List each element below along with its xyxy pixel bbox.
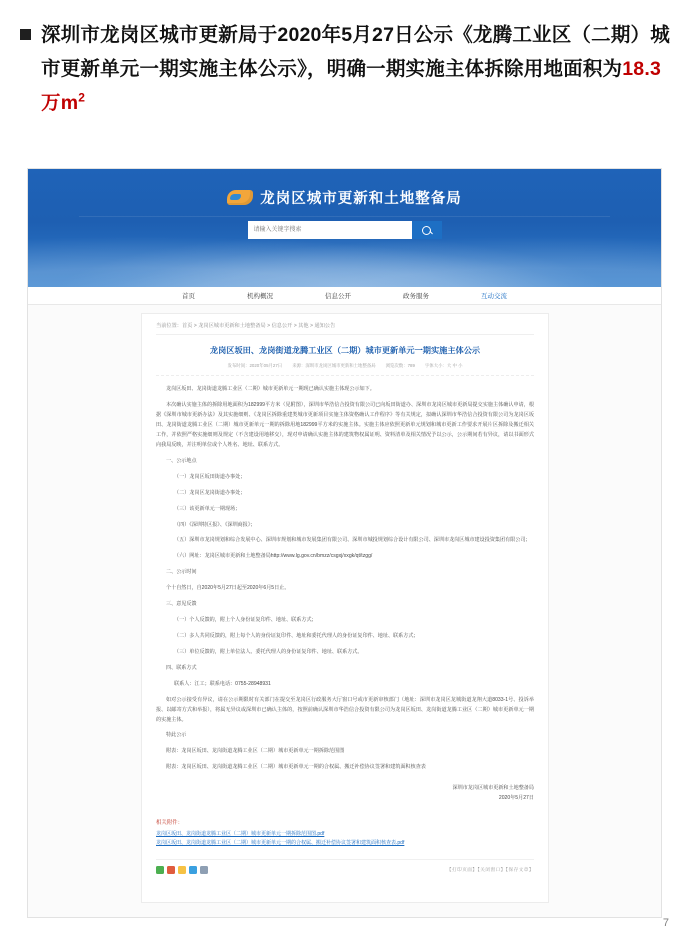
page-title: 龙岗区坂田、龙岗街道龙腾工业区（二期）城市更新单元一期实施主体公示 — [209, 346, 481, 355]
paragraph: （四）《深圳特区报》、《深圳商报》； — [174, 521, 256, 528]
headline-highlight-unit-sup: 2 — [78, 90, 86, 105]
signature — [156, 783, 534, 803]
paragraph: （二）多人共同反馈的，附上每个人的身份证复印件、地址和委托代理人的身份证复印件、地址、联系方式； — [174, 632, 419, 639]
search-button[interactable] — [412, 221, 442, 239]
paragraph: 如对公示接受有异议，请在公示期限时有关部门在提交至龙岗区行政服务大厅窗口号或市更新审核部门（地址：深圳市龙岗区龙城街道龙翔大道8033-1号、投诉举报、以邮寄方式和举报），将属无异议或深圳市已确认主体的，按照前确认深圳市华浩信合投资有限公司为龙岗区坂田、龙岗街道龙腾工业区（二期）城市更新单元一期的实施主体。 — [156, 696, 534, 723]
site-nav[interactable] — [28, 287, 661, 305]
paragraph: （一）龙岗区坂田街道办事处； — [174, 473, 246, 480]
attachment-link[interactable]: 龙岗区坂田、龙岗街道龙腾工业区（二期）城市更新单元一期拆除范围图.pdf — [156, 830, 325, 837]
wechat-icon[interactable] — [156, 866, 164, 874]
qq-icon[interactable] — [189, 866, 197, 874]
paragraph: 附表：龙岗区坂田、龙岗街道龙腾工业区（二期）城市更新单元一期的合权属、搬迁补偿协议签署和建筑面积核查表 — [166, 764, 426, 771]
meta-publish-time: 发布时间：2020年05月27日 — [227, 363, 283, 369]
meta-views: 浏览次数：789 — [385, 363, 415, 369]
paragraph: 龙岗区坂田、龙岗街道龙腾工业区（二期）城市更新单元一期现已确认实施主体现公示如下。 — [166, 386, 375, 393]
paragraph: 特此公示 — [166, 732, 187, 739]
contact-text: 联系人：江工；联系电话：0755-28948931 — [174, 680, 271, 687]
share-icons[interactable] — [156, 866, 208, 874]
paragraph: （三）该更新单元一期现场； — [174, 505, 241, 512]
weibo-icon[interactable] — [167, 866, 175, 874]
qzone-icon[interactable] — [178, 866, 186, 874]
paragraph: （三）单位反馈的，附上单位法人、委托代理人的身份证复印件、地址、联系方式。 — [174, 648, 363, 655]
page-body — [28, 305, 661, 918]
search-input[interactable] — [248, 221, 412, 239]
attachment-link[interactable]: 龙岗区坂田、龙岗街道龙腾工业区（二期）城市更新单元一期的合权属、搬迁补偿协议签署和建筑面积核查表.pdf — [156, 840, 405, 847]
breadcrumb: 当前位置：首页 > 龙岗区城市更新和土地整备局 > 信息公开 > 其他 > 通知公告 — [156, 322, 534, 335]
nav-item-interaction[interactable]: 互动交流 — [481, 293, 507, 300]
signature-date: 2020年5月27日 — [498, 795, 534, 802]
article-footer — [156, 859, 534, 874]
contact-line — [156, 680, 534, 690]
bird-logo-icon — [227, 190, 253, 205]
site-brand — [28, 187, 661, 208]
site-search[interactable] — [248, 221, 442, 239]
paragraph: 个十自然日，自2020年5月27日起至2020年6月5日止。 — [166, 585, 290, 592]
paragraph: （一）个人反馈的，附上个人身份证复印件、地址、联系方式； — [174, 617, 317, 624]
site-header — [28, 169, 661, 287]
paragraph: 四、联系方式 — [166, 664, 197, 671]
site-brand-title: 龙岗区城市更新和土地整备局 — [260, 191, 462, 207]
more-icon[interactable] — [200, 866, 208, 874]
paragraph: 二、公示时间 — [166, 569, 197, 576]
article-meta — [156, 363, 534, 376]
nav-item-service[interactable]: 政务服务 — [403, 293, 429, 300]
attachments-title: 相关附件： — [156, 819, 183, 826]
nav-item-info[interactable]: 信息公开 — [325, 293, 351, 300]
bullet-square-icon — [20, 29, 31, 40]
meta-font-size[interactable]: 字体大小：大 中 小 — [424, 363, 463, 369]
nav-item-home[interactable]: 首页 — [182, 293, 195, 300]
paragraph: 一、公示地点 — [166, 457, 197, 464]
paragraph: （六）网址：龙岗区城市更新和土地整备局http://www.lg.gov.cn/bmzz/csgxj/xxgk/qt/tzgg/ — [174, 553, 373, 560]
meta-source: 来源：深圳市龙岗区城市更新和土地整备局 — [292, 363, 376, 369]
paragraph: （二）龙岗区龙岗街道办事处； — [174, 489, 246, 496]
page-number: 7 — [662, 917, 669, 929]
headline-highlight-value: 18.3万m — [41, 58, 662, 115]
paragraph: 三、意见反馈 — [166, 601, 197, 608]
headline-main: 深圳市龙岗区城市更新局于2020年5月27日公示《龙腾工业区（二期）城市更新单元一期实施主体公示》，明确一期实施主体拆除用地面积为 — [41, 24, 670, 81]
signature-org: 深圳市龙岗区城市更新和土地整备局 — [452, 785, 534, 792]
search-icon — [422, 226, 431, 235]
paragraph: （五）深圳市龙岗规划和综合发展中心、深圳市规划和城市发展集团有限公司、深圳市城投规划综合设计有限公司、深圳市龙岗区城市建设投资集团有限公司； — [174, 537, 531, 544]
paragraph: 附表：龙岗区坂田、龙岗街道龙腾工业区（二期）城市更新单元一期拆除范围图 — [166, 748, 345, 755]
website-screenshot — [27, 168, 662, 918]
paragraph: 本次确认实施主体的拆除用地面积为182999平方米（见附图），深圳市华浩信合投资有限公司已向坂田街道办、深圳市龙岗区城市更新局提交实施主体确认申请，根据《深圳市城市更新办法》及其实施细则、《龙岗区拆除重建类城市更新项目实施主体资格确认工作程序》等有关规定，拟确认深圳市华浩信合投资有限公司为龙岗区坂田、龙岗街道龙腾工业区（二期）城市更新单元一期的拆除用地182999平方米的实施主体。实施主体应依照更新单元规划和城市更新工作要求开展片区拆除及搬迁相关工作，并依照严格实施细则及规定（不含建设用地移交），现对申请确认实施主体的建筑物权属证明、资料清单及相关情况予以公示，公示期间若有异议，请以书面形式向我局反映，并注明单位或个人姓名、地址、联系方式。 — [156, 402, 534, 448]
nav-item-org[interactable]: 机构概况 — [247, 293, 273, 300]
slide-headline — [20, 18, 670, 120]
footer-tools[interactable]: 【打印页面】【关闭窗口】【保存文章】 — [446, 866, 534, 872]
article-card — [141, 313, 549, 903]
headline-text — [41, 18, 670, 120]
